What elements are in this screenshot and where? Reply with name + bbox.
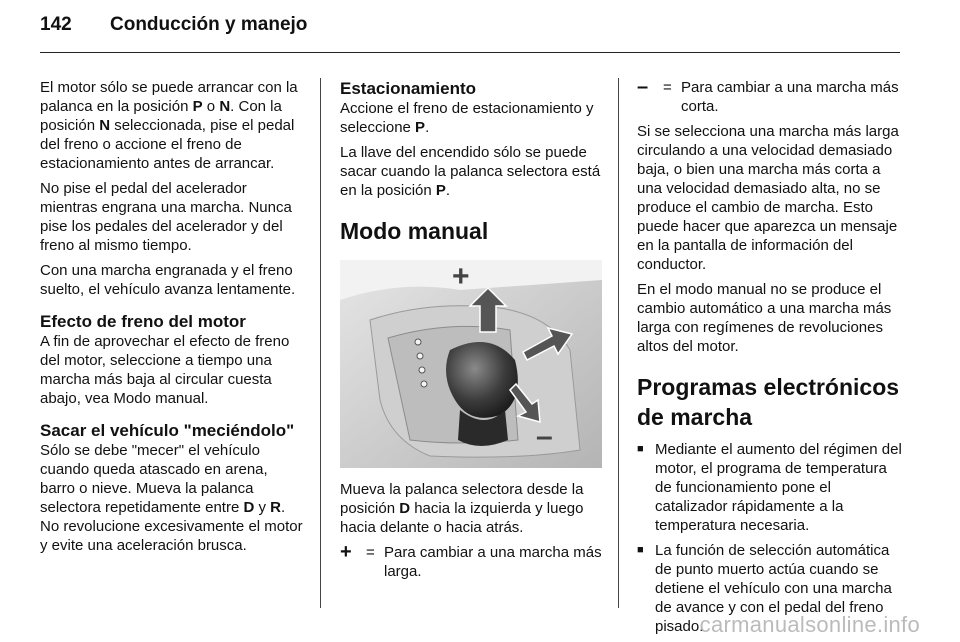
paragraph: Con una marcha engranada y el freno suelto, el vehículo avanza lentamente. — [40, 262, 296, 298]
paragraph: No pise el pedal del acelerador mientras engrana una marcha. Nunca pise los pedales del acelerador y del freno al mismo tiempo. — [40, 180, 292, 254]
bullet-icon: ■ — [637, 544, 644, 556]
section-heading: Sacar el vehículo "meciéndolo" — [40, 421, 295, 440]
column-left — [40, 78, 304, 561]
section-heading: Estacionamiento — [340, 79, 477, 98]
plus-label: + — [452, 260, 470, 293]
page-number: 142 — [40, 14, 72, 35]
chapter-heading: Programas electrónicos de marcha — [637, 374, 900, 430]
list-item: ■ La función de selección automática de punto muerto actúa cuando se detiene el vehículo con una marcha de avance y con el pedal del freno pisado. — [637, 542, 892, 635]
plus-icon: + — [340, 541, 352, 563]
bullet-icon: ■ — [637, 443, 644, 455]
column-divider — [320, 78, 321, 608]
page-title: Conducción y manejo — [110, 14, 308, 35]
definition-plus: + = Para cambiar a una marcha más larga. — [340, 541, 602, 580]
list-item: ■ Mediante el aumento del régimen del motor, el programa de temperatura de funcionamiento pone el catalizador rápidamente a la temperatura necesaria. — [637, 441, 902, 534]
column-divider — [618, 78, 619, 608]
column-right — [637, 78, 902, 642]
paragraph: Accione el freno de estacionamiento y seleccione P. — [340, 100, 594, 136]
paragraph: En el modo manual no se produce el cambio automático a una marcha más larga con regímenes de revoluciones altos del motor. — [637, 281, 892, 355]
chapter-heading: Modo manual — [340, 218, 489, 244]
definition-minus: – = Para cambiar a una marcha más corta. — [637, 76, 899, 115]
paragraph: La llave del encendido sólo se puede sacar cuando la palanca selectora está en la posición P. — [340, 144, 601, 199]
paragraph: Sólo se debe "mecer" el vehículo cuando queda atascado en arena, barro o nieve. Mueva la palanca selectora repetidamente entre D y R. No revolucione excesivamente el motor y evite una aceleración brusca. — [40, 442, 303, 554]
column-middle — [340, 78, 602, 587]
section-heading: Efecto de freno del motor — [40, 312, 246, 331]
header-rule — [40, 52, 900, 53]
paragraph: Si se selecciona una marcha más larga circulando a una velocidad demasiado baja, o bien una marcha más corta a una velocidad demasiado alta, no se produce el cambio de marcha. Esto puede hacer que aparezca un mensaje en la pantalla de información del conductor. — [637, 123, 899, 273]
page-header — [40, 14, 307, 36]
minus-icon: – — [637, 76, 649, 98]
paragraph: El motor sólo se puede arrancar con la palanca en la posición P o N. Con la posición N seleccionada, pise el pedal del freno o accione el freno de estacionamiento antes de arrancar. — [40, 79, 298, 172]
paragraph: Mueva la palanca selectora desde la posición D hacia la izquierda y luego hacia delante o hacia atrás. — [340, 481, 584, 536]
watermark: carmanualsonline.info — [699, 612, 920, 637]
gear-selector-photo — [340, 260, 602, 468]
minus-label: – — [536, 420, 553, 453]
paragraph: A fin de aprovechar el efecto de freno del motor, seleccione a tiempo una marcha más baja al circular cuesta abajo, vea Modo manual. — [40, 333, 290, 407]
